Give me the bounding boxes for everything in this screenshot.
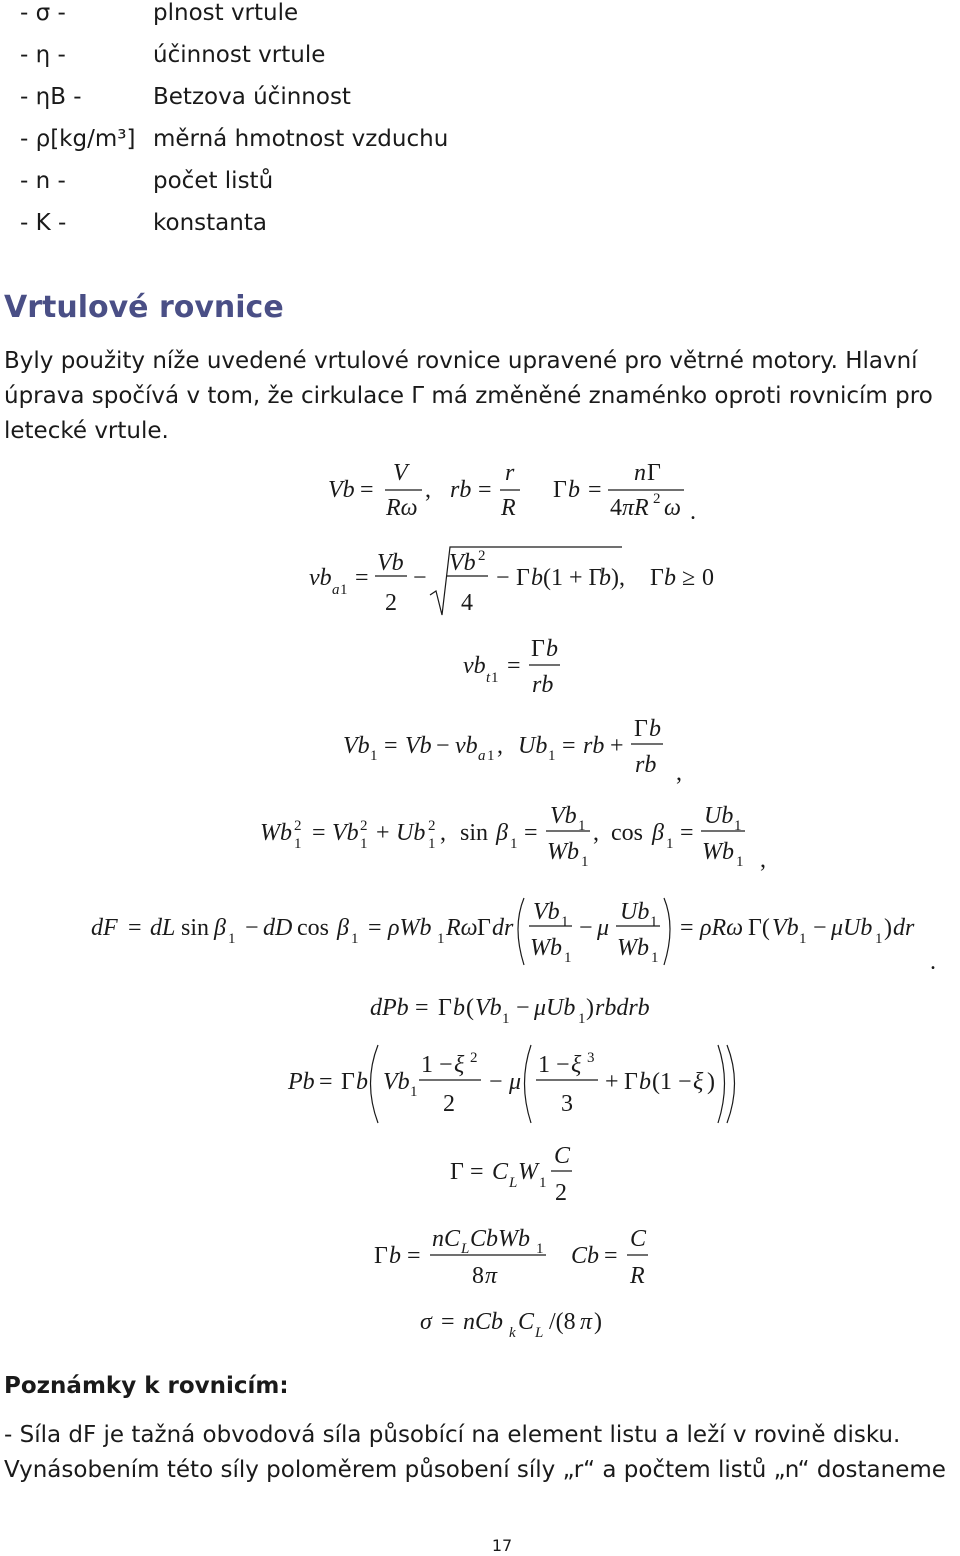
svg-text:C: C [554,1143,571,1169]
svg-text:dF: dF [91,915,118,941]
svg-text:/(8: /(8 [549,1309,576,1335]
svg-text:1: 1 [734,818,742,834]
svg-text:Vb: Vb [550,803,577,829]
svg-text:3: 3 [561,1091,573,1117]
svg-text:,: , [425,477,431,503]
equations-figure [0,455,960,1345]
svg-text:Rω: Rω [386,495,418,521]
svg-text:Ub: Ub [518,733,548,759]
symbol-description: počet listů [153,168,274,194]
svg-text:2: 2 [443,1091,455,1117]
svg-text:−: − [579,915,593,941]
equation-8 [287,1045,735,1123]
svg-text:1: 1 [428,836,436,852]
svg-text:Γ: Γ [624,1069,638,1095]
svg-text:ρRω: ρRω [700,915,744,941]
symbol-description: konstanta [153,210,267,236]
svg-text:Γ: Γ [647,460,661,486]
svg-text:Vb: Vb [377,550,404,576]
svg-text:2: 2 [385,590,397,616]
page-number: 17 [491,1536,513,1555]
svg-text:=: = [562,733,576,759]
svg-text:Γ: Γ [553,477,567,503]
svg-text:Vb: Vb [533,899,560,925]
symbol: - ρ[kg/m³] [20,126,136,152]
svg-text:dD: dD [263,915,293,941]
svg-text:=: = [360,477,374,503]
svg-text:vb: vb [463,653,486,679]
svg-text:1: 1 [875,931,883,947]
svg-text:μ: μ [509,1069,522,1095]
svg-text:Wb: Wb [547,839,579,865]
intro-paragraph: Byly použity níže uvedené vrtulové rovnice upravené pro větrné motory. Hlavní úprava spočívá v tom, že cirkulace Γ má změněné znaménko oproti rovnicím pro letecké vrtule. [4,348,933,444]
svg-text:2: 2 [555,1180,567,1206]
svg-text:−: − [516,995,530,1021]
svg-text:=: = [588,477,602,503]
svg-text:1: 1 [666,836,674,852]
svg-text:nCb: nCb [463,1309,504,1335]
svg-text:C: C [630,1226,647,1252]
svg-text:1: 1 [487,748,495,764]
svg-text:ξ: ξ [454,1052,465,1078]
svg-text:Vb: Vb [772,915,799,941]
svg-text:1: 1 [351,931,359,947]
svg-text:Rω: Rω [446,915,478,941]
svg-text:Vb: Vb [328,477,355,503]
svg-text:=: = [368,915,382,941]
svg-text:rb: rb [450,477,472,503]
svg-text:b: b [389,1243,401,1269]
svg-text:μUb: μUb [831,915,873,941]
svg-text:1: 1 [370,748,378,764]
svg-text:Wb: Wb [617,935,649,961]
svg-text:b: b [649,716,661,742]
symbol: - K - [20,210,67,236]
svg-text:dPb: dPb [370,995,409,1021]
svg-text:,: , [676,760,682,786]
svg-text:): ) [586,995,594,1021]
svg-text:2: 2 [428,818,436,834]
svg-text:rb: rb [532,672,554,698]
svg-text:4: 4 [461,590,473,616]
svg-text:2: 2 [653,491,661,507]
svg-text:V: V [393,460,408,486]
svg-text:dr: dr [893,915,915,941]
equation-11 [420,1309,602,1341]
svg-text:Vb: Vb [449,550,476,576]
equation-9 [450,1143,572,1206]
svg-text:(: ( [466,995,474,1021]
svg-text:1: 1 [578,1011,586,1027]
svg-text:L: L [535,1325,544,1341]
equation-7 [370,995,650,1027]
svg-text:b: b [639,1069,651,1095]
svg-text:−: − [496,565,510,591]
svg-text:1: 1 [736,854,744,870]
svg-text:.: . [930,949,936,975]
svg-text:Γ: Γ [634,716,648,742]
svg-text:Γ: Γ [477,915,491,941]
svg-text:−: − [489,1069,503,1095]
equation-2 [309,547,714,616]
svg-text:1: 1 [578,818,586,834]
svg-text:=: = [319,1069,333,1095]
svg-text:=: = [470,1159,484,1185]
svg-text:(1 −: (1 − [652,1069,692,1095]
svg-text:1: 1 [548,748,556,764]
svg-text:Γ: Γ [374,1243,388,1269]
svg-text:b: b [531,565,543,591]
symbol: - n - [20,168,66,194]
svg-text:Γ: Γ [650,565,664,591]
svg-text:b: b [568,477,580,503]
svg-text:=: = [507,653,521,679]
equation-6 [91,898,936,975]
svg-text:1: 1 [561,914,569,930]
svg-text:πR: πR [622,495,649,521]
symbol-description: Betzova účinnost [153,84,351,110]
svg-text:C: C [518,1309,535,1335]
svg-text:β: β [652,820,664,846]
svg-text:Wb: Wb [260,820,292,846]
svg-text:=: = [384,733,398,759]
svg-text:Vb: Vb [475,995,502,1021]
svg-text:,: , [760,847,766,873]
symbol: - ηB - [20,84,82,110]
svg-text:1: 1 [536,1241,544,1257]
svg-text:1: 1 [228,931,236,947]
svg-text:Vb: Vb [332,820,359,846]
svg-text:L: L [461,1241,470,1257]
svg-text:1: 1 [650,914,658,930]
svg-text:C: C [492,1159,509,1185]
svg-text:ρWb: ρWb [388,915,432,941]
svg-text:a: a [332,582,340,598]
svg-text:n: n [634,460,646,486]
svg-text:2: 2 [470,1050,478,1066]
svg-text:sin: sin [181,915,210,941]
svg-text:=: = [355,565,369,591]
notes [4,1418,960,1488]
equation-1 [328,460,696,525]
svg-text:Cb: Cb [571,1243,600,1269]
svg-text:b: b [453,995,465,1021]
svg-text:1: 1 [410,1084,418,1100]
svg-text:Vb: Vb [343,733,370,759]
svg-text:b: b [599,565,611,591]
svg-text:=: = [407,1243,421,1269]
svg-text:1: 1 [491,670,499,686]
svg-text:π: π [580,1309,593,1335]
svg-text:b: b [356,1069,368,1095]
svg-text:Wb: Wb [530,935,562,961]
svg-text:4: 4 [610,495,622,521]
svg-text:.: . [690,499,696,525]
svg-text:=: = [604,1243,618,1269]
svg-text:r: r [505,460,515,486]
svg-text:nC: nC [432,1226,461,1252]
svg-text:β: β [214,915,226,941]
svg-text:(1 + Γ: (1 + Γ [543,565,603,591]
svg-text:Γ: Γ [516,565,530,591]
svg-text:Γ(: Γ( [748,915,770,941]
svg-text:b: b [546,636,558,662]
symbol-description: měrná hmotnost vzduchu [153,126,449,152]
svg-text:dL: dL [150,915,176,941]
svg-text:vb: vb [309,565,332,591]
svg-text:rb: rb [583,733,605,759]
svg-text:1: 1 [360,836,368,852]
svg-text:=: = [441,1309,455,1335]
symbol: - σ - [20,0,66,26]
svg-text:): ) [594,1309,602,1335]
svg-text:ω: ω [664,495,681,521]
svg-text:rbdrb: rbdrb [595,995,650,1021]
svg-text:=: = [415,995,429,1021]
svg-text:0: 0 [702,565,714,591]
svg-text:),: ), [611,565,625,591]
svg-text:cos: cos [297,915,329,941]
svg-text:=: = [680,915,694,941]
svg-text:CbWb: CbWb [470,1226,530,1252]
svg-text:−: − [436,733,450,759]
svg-text:W: W [518,1159,538,1185]
svg-text:8: 8 [472,1263,484,1289]
svg-text:=: = [680,820,694,846]
svg-text:1: 1 [581,854,589,870]
section-title: Vrtulové rovnice [4,290,284,325]
svg-text:≥: ≥ [682,565,696,591]
svg-text:,: , [593,820,599,846]
svg-text:cos: cos [611,820,643,846]
svg-text:Ub: Ub [620,899,650,925]
svg-text:): ) [707,1069,715,1095]
svg-text:sin: sin [460,820,489,846]
svg-text:π: π [485,1263,498,1289]
svg-text:β: β [337,915,349,941]
svg-text:1: 1 [340,582,348,598]
symbol-description: plnost vrtule [153,0,299,26]
svg-text:L: L [509,1175,518,1191]
symbol: - η - [20,42,66,68]
svg-text:2: 2 [478,548,486,564]
svg-text:ξ: ξ [571,1052,582,1078]
svg-text:−: − [413,565,427,591]
svg-text:1: 1 [651,950,659,966]
svg-text:): ) [884,915,892,941]
equation-10 [374,1226,648,1289]
svg-text:μUb: μUb [534,995,576,1021]
svg-text:Γ: Γ [531,636,545,662]
svg-text:1: 1 [799,931,807,947]
svg-text:1: 1 [539,1175,547,1191]
svg-text:Vb: Vb [405,733,432,759]
notes-line: Vynásobením této síly poloměrem působení síly „r“ a počtem listů „n“ dostaneme [4,1457,946,1483]
notes-title: Poznámky k rovnicím: [4,1373,289,1399]
svg-text:k: k [509,1325,516,1341]
svg-text:,: , [497,733,503,759]
svg-text:Γ: Γ [450,1159,464,1185]
equation-3 [463,636,560,698]
svg-text:vb: vb [455,733,478,759]
svg-text:μ: μ [597,915,610,941]
svg-text:β: β [496,820,508,846]
svg-text:1: 1 [564,950,572,966]
svg-text:2: 2 [294,818,302,834]
svg-text:Ub: Ub [396,820,426,846]
svg-text:1: 1 [294,836,302,852]
svg-text:a: a [478,748,486,764]
svg-text:rb: rb [635,752,657,778]
svg-text:R: R [630,1263,645,1289]
svg-text:=: = [312,820,326,846]
svg-text:Γ: Γ [438,995,452,1021]
svg-text:−: − [813,915,827,941]
svg-text:R: R [501,495,516,521]
svg-text:1 −: 1 − [421,1052,453,1078]
equation-5 [260,803,766,873]
svg-text:+: + [376,820,390,846]
svg-text:+: + [605,1069,619,1095]
notes-line: - Síla dF je tažná obvodová síla působící na element listu a leží v rovině disku. [4,1422,901,1448]
svg-text:1 −: 1 − [538,1052,570,1078]
symbol-description: účinnost vrtule [153,42,326,68]
svg-text:σ: σ [420,1309,432,1335]
equation-4 [343,716,682,786]
svg-text:2: 2 [360,818,368,834]
svg-text:=: = [524,820,538,846]
svg-text:Pb: Pb [288,1069,315,1095]
svg-text:1: 1 [437,931,445,947]
svg-text:t: t [486,670,491,686]
svg-text:ξ: ξ [693,1069,704,1095]
svg-text:−: − [245,915,259,941]
svg-text:1: 1 [510,836,518,852]
svg-text:1: 1 [502,1011,510,1027]
svg-text:=: = [478,477,492,503]
svg-text:3: 3 [587,1050,595,1066]
svg-text:b: b [664,565,676,591]
svg-text:dr: dr [492,915,514,941]
svg-text:Vb: Vb [383,1069,410,1095]
svg-text:Ub: Ub [704,803,734,829]
svg-text:,: , [440,820,446,846]
svg-text:=: = [128,915,142,941]
svg-text:Wb: Wb [702,839,734,865]
svg-text:Γ: Γ [341,1069,355,1095]
svg-text:+: + [610,733,624,759]
